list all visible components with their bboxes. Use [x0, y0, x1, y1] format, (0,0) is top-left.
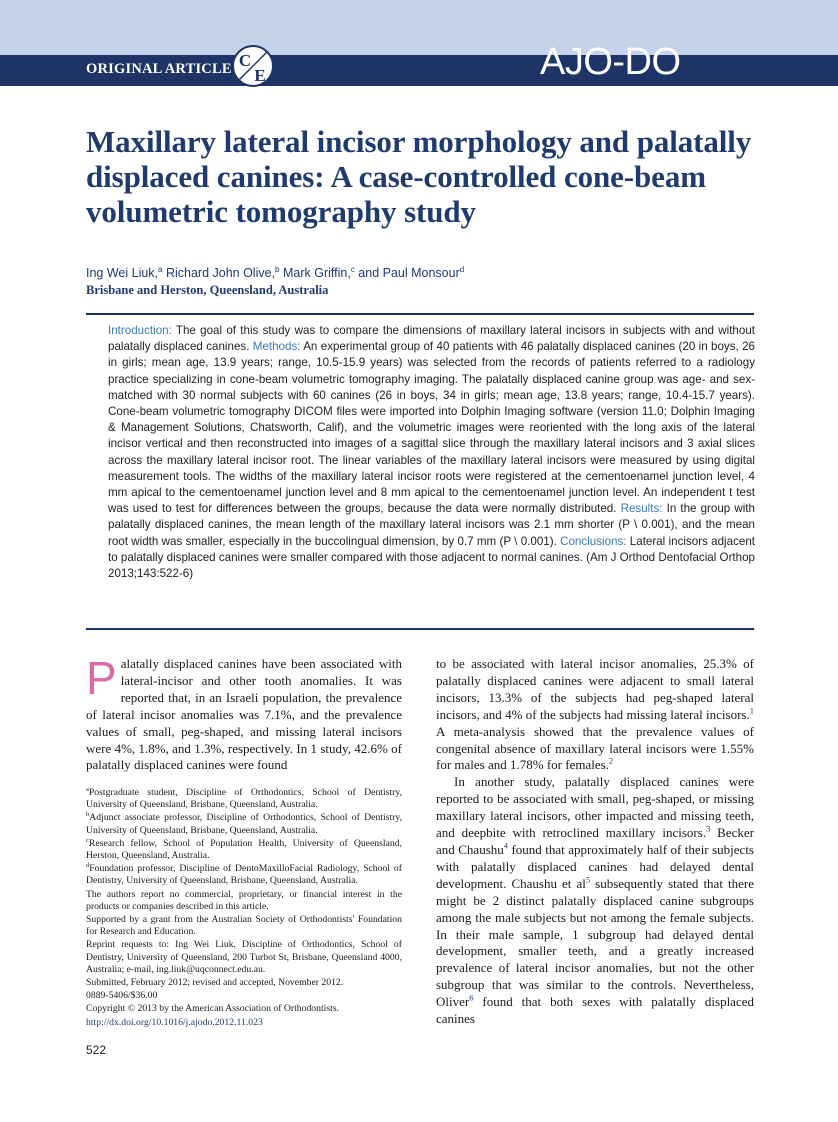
- footnote-text: Research fellow, School of Population Health, University of Queensland, Herston, Queensland, Australia.: [86, 837, 402, 862]
- body-column-left: [86, 652, 402, 774]
- author-affiliation-mark: b: [275, 265, 280, 274]
- abstract-heading-introduction: Introduction:: [108, 324, 172, 337]
- abstract-heading-methods: Methods:: [252, 340, 301, 354]
- body-paragraph: [436, 774, 754, 1028]
- reprint-note: Reprint requests to: Ing Wei Liuk, Discipline of Orthodontics, School of Dentistry, University of Queensland, 200 Turbot St, Brisbane, Queensland 4000, Australia; e-mail, ing.liuk@uqconnect.edu.au.: [86, 939, 402, 975]
- doi-link[interactable]: http://dx.doi.org/10.1016/j.ajodo.2012.11.023: [86, 1016, 263, 1028]
- footnote-mark: a: [86, 785, 89, 793]
- ce-credit-icon: [231, 44, 275, 88]
- body-text: found that approximately half of their subjects with palatally displaced canines had delayed dental development. Chaushu et al: [436, 841, 754, 891]
- footnote-text: Foundation professor, Discipline of DentoMaxilloFacial Radiology, School of Dentistry, University of Queensland, Brisbane, Queensland, Australia.: [86, 863, 402, 887]
- abstract-text: In the group with palatally displaced canines, the mean length of the maxillary lateral incisors was 2.1 mm shorter (P \ 0.001), and the mean root width was smaller, especially in the buccolingual dimension, by 0.7 mm (P \ 0.001).: [108, 502, 755, 548]
- citation-ref[interactable]: 6: [469, 992, 474, 1003]
- body-text: Becker and Chaushu: [436, 825, 754, 857]
- footnotes: [86, 787, 402, 1030]
- body-text: subsequently stated that there might be 2 distinct palatally displaced canine subgroups among the male subjects but not among the female subjects. In their male sample, 1 subgroup had delayed dental development, smaller teeth, and a greatly increased prevalence of lateral incisor anomalies, but not the other subgroup that was similar to the controls. Nevertheless, Oliver: [436, 875, 754, 1010]
- affiliation: Brisbane and Herston, Queensland, Australia: [86, 283, 329, 297]
- footnote-text: Adjunct associate professor, Discipline of Orthodontics, School of Dentistry, University of Queensland, Brisbane, Queensland, Australia.: [86, 812, 402, 836]
- abstract-top-rule: [86, 313, 754, 315]
- page-number: 522: [86, 1043, 107, 1057]
- author-list: [86, 265, 464, 280]
- author-name: and Paul Monsour: [354, 266, 460, 281]
- journal-logo: AJO-DO: [540, 41, 681, 83]
- citation-ref[interactable]: 3: [706, 823, 711, 834]
- body-paragraph: [86, 652, 402, 774]
- body-text: In another study, palatally displaced canines were reported to be associated with small, peg-shaped, or missing maxillary lateral incisors, other impacted and missing teeth, and deepbite with retroclined maxillary incisors.: [436, 774, 754, 841]
- footnote: [86, 812, 402, 836]
- abstract-bottom-rule: [86, 628, 754, 630]
- citation-ref[interactable]: 5: [585, 874, 591, 885]
- author-affiliation-mark: a: [158, 265, 163, 274]
- article-title: Maxillary lateral incisor morphology and palatally displaced canines: A case-controlled cone-beam volumetric tomography study: [86, 124, 752, 229]
- citation-ref[interactable]: 2: [608, 756, 614, 767]
- body-column-right: [436, 656, 754, 1028]
- article-type-label: ORIGINAL ARTICLE: [86, 61, 232, 77]
- footnote: [86, 838, 402, 862]
- ce-badge-top-letter: C: [238, 51, 252, 70]
- author-name: Richard John Olive,: [162, 266, 276, 281]
- copyright-note: Copyright © 2013 by the American Association of Orthodontists.: [86, 1003, 340, 1015]
- abstract-heading-conclusions: Conclusions:: [560, 534, 627, 548]
- body-text: to be associated with lateral incisor anomalies, 25.3% of palatally displaced canines were adjacent to small lateral incisors, 13.3% of the subjects had peg-shaped lateral incisors, and 4% of the subjects had missing lateral incisors.: [436, 656, 754, 722]
- author-name: Mark Griffin,: [279, 266, 351, 281]
- body-text: found that both sexes with palatally displaced canines: [436, 994, 754, 1027]
- issn-note: 0889-5406/$36.00: [86, 990, 158, 1002]
- footnote: [86, 787, 402, 811]
- abstract-text: Lateral incisors adjacent to palatally displaced canines were smaller compared with those adjacent to normal canines. (Am J Orthod Dentofacial Orthop 2013;143:522-6): [108, 534, 755, 581]
- author-affiliation-mark: d: [459, 265, 465, 274]
- citation-ref[interactable]: 4: [503, 840, 508, 851]
- footnote-mark: c: [86, 836, 89, 844]
- author-affiliation-mark: c: [350, 265, 355, 274]
- abstract: [108, 323, 755, 582]
- abstract-text: An experimental group of 40 patients with 46 palatally displaced canines (20 in boys, 26 in girls; mean age, 13.9 years; range, 10.5-15.9 years) was selected from the records of patients referred to a radiology practice specializing in cone-beam volumetric tomography imaging. The palatally displaced canine group was age- and sex-matched with 30 normal subjects with 60 canines (26 in boys, 34 in girls; mean age, 13.8 years; range, 10.4-15.7 years). Cone-beam volumetric tomography DICOM files were imported into Dolphin Imaging software (version 11.0; Dolphin Imaging & Management Solutions, Chatsworth, Calif), and the volumetric images were reoriented with the long axis of the lateral incisor vertical and then reconstructed into images of a sagittal slice through the maxillary lateral incisors and 3 axial slices across the maxillary lateral incisor root. The linear variables of the maxillary lateral incisors were measured by using digital measurement tools. The widths of the maxillary lateral incisor roots were registered at the cementoenamel junction level, 4 mm apical to the cementoenamel junction level and 8 mm apical to the cementoenamel junction level. An independent t test was used to test for differences between the groups, because the data were normally distributed.: [108, 340, 755, 516]
- footnote-mark: b: [86, 811, 90, 819]
- body-text: alatally displaced canines have been associated with lateral-incisor and other tooth anomalies. It was reported that, in an Israeli population, the prevalence of lateral incisor anomalies was 7.1%, and the prevalence values of small, peg-shaped, and missing lateral incisors were 4%, 1.8%, and 1.3%, respectively. In 1 study, 42.6% of palatally displaced canines were found: [86, 656, 402, 773]
- citation-ref[interactable]: 1: [749, 705, 754, 716]
- funding-note: Supported by a grant from the Australian Society of Orthodontists' Foundation for Research and Education.: [86, 914, 402, 938]
- footnote-mark: d: [86, 861, 90, 869]
- body-paragraph: [436, 656, 754, 774]
- submission-note: Submitted, February 2012; revised and accepted, November 2012.: [86, 977, 344, 989]
- body-text: A meta-analysis showed that the prevalence values of congenital absence of maxillary lateral incisors were 1.55% for males and 1.78% for females.: [436, 723, 754, 773]
- header-band: [0, 0, 838, 55]
- footnote-text: Postgraduate student, Discipline of Orthodontics, School of Dentistry, University of Queensland, Brisbane, Queensland, Australia.: [86, 787, 402, 811]
- footnote: [86, 863, 402, 887]
- drop-cap: P: [86, 652, 117, 704]
- ce-badge-bottom-letter: E: [254, 66, 266, 85]
- disclosure-note: The authors report no commercial, proprietary, or financial interest in the products or companies described in this article.: [86, 888, 402, 912]
- abstract-text: The goal of this study was to compare the dimensions of maxillary lateral incisors in subjects with and without palatally displaced canines.: [108, 324, 755, 354]
- author-name: Ing Wei Liuk,: [86, 266, 159, 281]
- abstract-heading-results: Results:: [620, 502, 663, 516]
